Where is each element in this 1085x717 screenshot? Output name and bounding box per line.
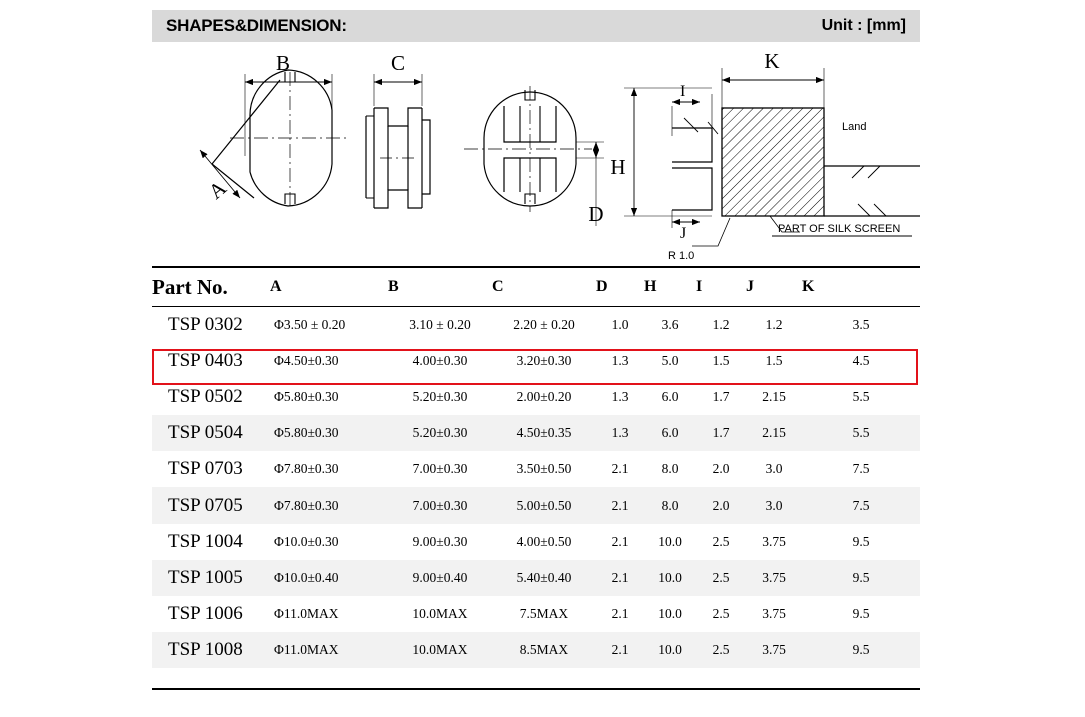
cell-part-no: TSP 0705 bbox=[168, 494, 243, 516]
cell-c: 5.00±0.50 bbox=[516, 497, 572, 513]
cell-a: Φ5.80±0.30 bbox=[274, 388, 339, 404]
col-header-d: D bbox=[596, 267, 644, 307]
col-header-j: J bbox=[746, 267, 802, 307]
shapes-dimension-drawing bbox=[152, 46, 920, 261]
col-header-k: K bbox=[802, 267, 920, 307]
cell-b: 7.00±0.30 bbox=[412, 461, 468, 477]
cell-c: 3.20±0.30 bbox=[516, 352, 572, 368]
cell-d: 2.1 bbox=[611, 642, 629, 658]
table-row[interactable] bbox=[152, 524, 920, 560]
cell-d: 1.3 bbox=[611, 425, 629, 441]
cell-part-no: TSP 1005 bbox=[168, 566, 243, 588]
table-row[interactable] bbox=[152, 415, 920, 451]
col-header-part-no: Part No. bbox=[152, 267, 270, 307]
cell-h: 3.6 bbox=[661, 316, 679, 332]
cell-d: 2.1 bbox=[611, 533, 629, 549]
technical-drawing-svg bbox=[152, 46, 920, 261]
label-k-view4: K bbox=[764, 49, 780, 73]
table-body bbox=[152, 307, 920, 669]
label-land: Land bbox=[842, 121, 867, 133]
cell-d: 2.1 bbox=[611, 497, 629, 513]
cell-j: 3.75 bbox=[762, 569, 786, 585]
col-header-c: C bbox=[492, 267, 596, 307]
cell-i: 2.0 bbox=[712, 497, 730, 513]
cell-part-no: TSP 1008 bbox=[168, 639, 243, 661]
cell-part-no: TSP 0504 bbox=[168, 422, 243, 444]
label-j-view4: J bbox=[680, 225, 687, 242]
cell-b: 10.0MAX bbox=[412, 606, 468, 622]
cell-k: 4.5 bbox=[852, 352, 870, 368]
cell-c: 7.5MAX bbox=[519, 606, 569, 622]
cell-h: 8.0 bbox=[661, 497, 679, 513]
cell-a: Φ3.50 ± 0.20 bbox=[274, 316, 346, 332]
label-c-view2: C bbox=[390, 51, 406, 75]
cell-a: Φ11.0MAX bbox=[274, 606, 339, 622]
cell-a: Φ5.80±0.30 bbox=[274, 425, 339, 441]
cell-h: 10.0 bbox=[658, 606, 682, 622]
cell-j: 1.2 bbox=[765, 316, 783, 332]
dimension-table bbox=[152, 266, 920, 668]
table-row[interactable] bbox=[152, 560, 920, 596]
cell-h: 10.0 bbox=[658, 642, 682, 658]
table-row[interactable] bbox=[152, 632, 920, 668]
cell-j: 3.0 bbox=[765, 461, 783, 477]
cell-c: 4.00±0.50 bbox=[516, 533, 572, 549]
cell-c: 2.00±0.20 bbox=[516, 388, 572, 404]
col-header-h: H bbox=[644, 267, 696, 307]
label-silk-screen: PART OF SILK SCREEN bbox=[778, 223, 901, 235]
label-d-view3: D bbox=[588, 202, 604, 226]
dimension-table-wrap bbox=[152, 266, 920, 668]
cell-j: 3.75 bbox=[762, 533, 786, 549]
unit-label: Unit : [mm] bbox=[821, 17, 906, 34]
table-row[interactable] bbox=[152, 379, 920, 415]
label-a-view1: A bbox=[203, 175, 231, 204]
cell-k: 5.5 bbox=[852, 425, 870, 441]
label-h-view4: H bbox=[610, 155, 626, 179]
cell-i: 2.5 bbox=[712, 533, 730, 549]
table-row[interactable] bbox=[152, 487, 920, 523]
col-header-b: B bbox=[388, 267, 492, 307]
cell-j: 3.75 bbox=[762, 642, 786, 658]
cell-i: 2.5 bbox=[712, 606, 730, 622]
cell-h: 5.0 bbox=[661, 352, 679, 368]
table-row[interactable] bbox=[152, 343, 920, 379]
table-row[interactable] bbox=[152, 451, 920, 487]
table-row[interactable] bbox=[152, 596, 920, 632]
cell-d: 2.1 bbox=[611, 569, 629, 585]
cell-k: 9.5 bbox=[852, 642, 870, 658]
cell-d: 1.3 bbox=[611, 352, 629, 368]
cell-b: 9.00±0.30 bbox=[412, 533, 468, 549]
cell-k: 9.5 bbox=[852, 606, 870, 622]
cell-c: 3.50±0.50 bbox=[516, 461, 572, 477]
cell-h: 8.0 bbox=[661, 461, 679, 477]
cell-d: 2.1 bbox=[611, 606, 629, 622]
cell-j: 1.5 bbox=[765, 352, 783, 368]
cell-part-no: TSP 0502 bbox=[168, 385, 243, 407]
cell-k: 9.5 bbox=[852, 569, 870, 585]
table-header-row bbox=[152, 267, 920, 307]
cell-d: 2.1 bbox=[611, 461, 629, 477]
cell-a: Φ7.80±0.30 bbox=[274, 497, 339, 513]
cell-c: 4.50±0.35 bbox=[516, 425, 572, 441]
cell-b: 3.10 ± 0.20 bbox=[409, 316, 471, 332]
cell-i: 2.0 bbox=[712, 461, 730, 477]
cell-c: 8.5MAX bbox=[519, 642, 569, 658]
label-i-view4: I bbox=[680, 83, 686, 100]
cell-d: 1.3 bbox=[611, 388, 629, 404]
cell-b: 7.00±0.30 bbox=[412, 497, 468, 513]
cell-b: 9.00±0.40 bbox=[412, 569, 468, 585]
cell-i: 2.5 bbox=[712, 569, 730, 585]
cell-part-no: TSP 0302 bbox=[168, 313, 243, 335]
label-radius: R 1.0 bbox=[668, 250, 695, 261]
cell-i: 2.5 bbox=[712, 642, 730, 658]
col-header-a: A bbox=[270, 267, 388, 307]
cell-h: 6.0 bbox=[661, 388, 679, 404]
cell-k: 5.5 bbox=[852, 388, 870, 404]
cell-k: 7.5 bbox=[852, 461, 870, 477]
cell-b: 5.20±0.30 bbox=[412, 388, 468, 404]
cell-b: 4.00±0.30 bbox=[412, 352, 468, 368]
cell-i: 1.7 bbox=[712, 388, 730, 404]
cell-d: 1.0 bbox=[611, 316, 629, 332]
cell-h: 10.0 bbox=[658, 569, 682, 585]
cell-j: 2.15 bbox=[762, 425, 786, 441]
cell-i: 1.7 bbox=[712, 425, 730, 441]
cell-b: 5.20±0.30 bbox=[412, 425, 468, 441]
section-header-bar bbox=[152, 10, 920, 42]
cell-a: Φ10.0±0.30 bbox=[274, 533, 339, 549]
table-row[interactable] bbox=[152, 307, 920, 343]
col-header-i: I bbox=[696, 267, 746, 307]
label-b-view1: B bbox=[275, 51, 291, 75]
cell-i: 1.2 bbox=[712, 316, 730, 332]
cell-c: 5.40±0.40 bbox=[516, 569, 572, 585]
cell-h: 6.0 bbox=[661, 425, 679, 441]
table-bottom-rule bbox=[152, 688, 920, 690]
cell-part-no: TSP 1004 bbox=[168, 530, 243, 552]
cell-k: 3.5 bbox=[852, 316, 870, 332]
cell-j: 3.0 bbox=[765, 497, 783, 513]
cell-part-no: TSP 1006 bbox=[168, 603, 243, 625]
cell-a: Φ4.50±0.30 bbox=[274, 352, 339, 368]
cell-h: 10.0 bbox=[658, 533, 682, 549]
cell-part-no: TSP 0403 bbox=[168, 349, 243, 371]
cell-k: 9.5 bbox=[852, 533, 870, 549]
cell-a: Φ11.0MAX bbox=[274, 642, 339, 658]
cell-part-no: TSP 0703 bbox=[168, 458, 243, 480]
cell-k: 7.5 bbox=[852, 497, 870, 513]
cell-a: Φ10.0±0.40 bbox=[274, 569, 339, 585]
cell-b: 10.0MAX bbox=[412, 642, 468, 658]
section-title: SHAPES&DIMENSION: bbox=[166, 16, 347, 35]
cell-a: Φ7.80±0.30 bbox=[274, 461, 339, 477]
cell-i: 1.5 bbox=[712, 352, 730, 368]
cell-j: 3.75 bbox=[762, 606, 786, 622]
cell-c: 2.20 ± 0.20 bbox=[513, 316, 575, 332]
cell-j: 2.15 bbox=[762, 388, 786, 404]
